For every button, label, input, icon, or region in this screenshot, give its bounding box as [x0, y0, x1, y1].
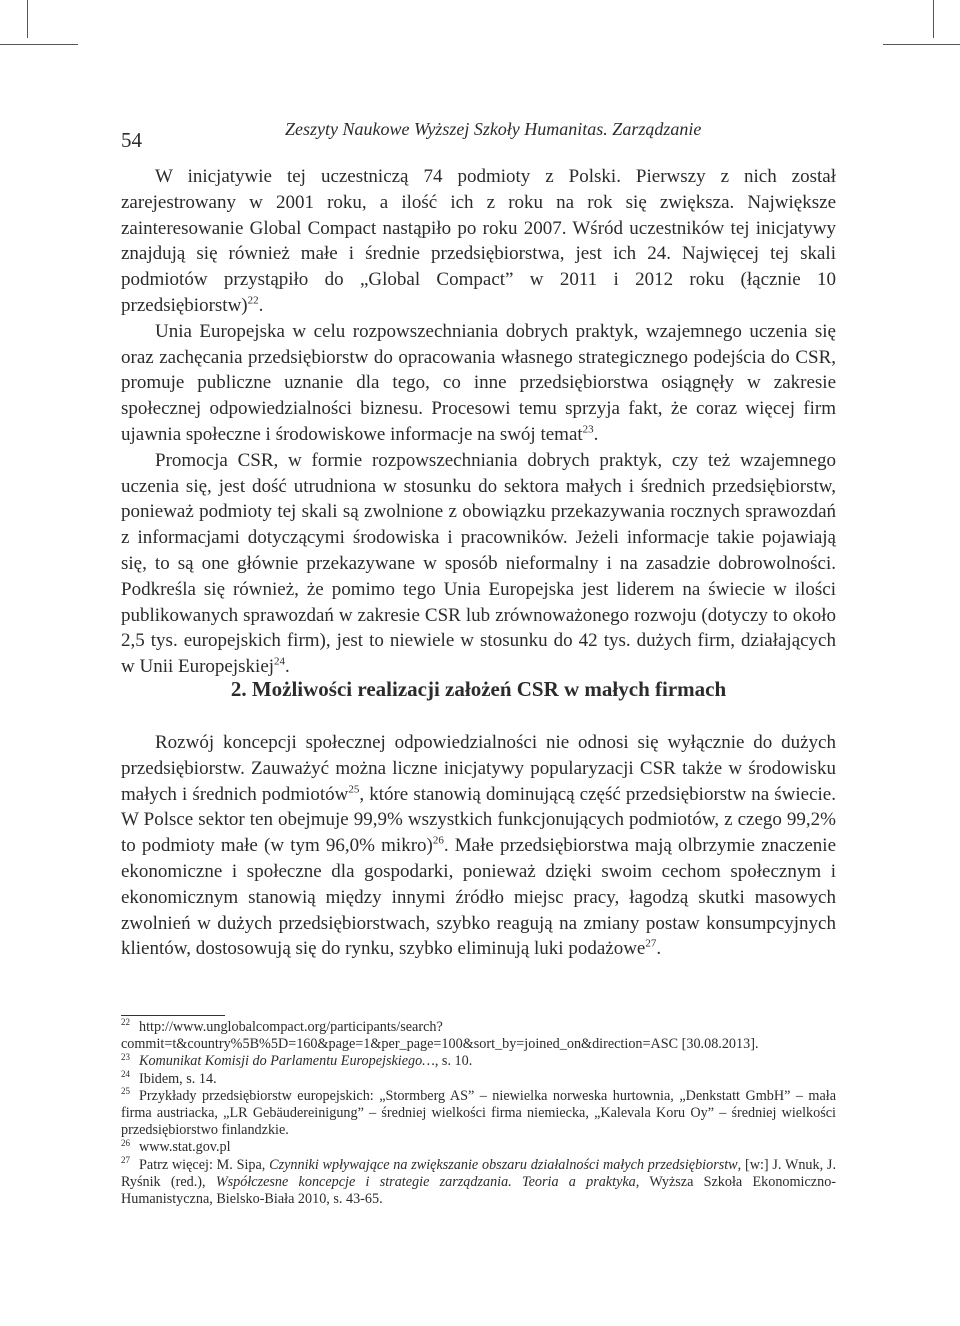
footnote-ref[interactable]: 24 [274, 655, 286, 668]
page-number: 54 [121, 128, 142, 152]
paragraph: Promocja CSR, w formie rozpowszechniania dobrych praktyk, czy też wzajemnego uczenia się, jest dość utrudniona w stosunku do sektora małych i średnich przedsiębiorstw, ponieważ podmioty tej skali są zwolnione z obowiązku przekazywania rocznych sprawozdań z informacjami dotyczącymi środowiska i pracowników. Jeżeli informacje takie pojawiają się, to są one głównie przekazywane w sposób nieformalny i na zasadzie dobrowolności. Podkreśla się również, że pomimo tego Unia Europejska jest liderem na świecie w ilości publikowanych sprawozdań w zakresie CSR lub zrównoważonego rozwoju (dotyczy to około 2,5 tys. europejskich firm), jest to niewiele w stosunku do 42 tys. dużych firm, działających w Unii Europejskiej$^{24}$. [121, 449, 836, 678]
main-text [121, 164, 836, 680]
paragraph: Unia Europejska w celu rozpowszechniania dobrych praktyk, wzajemnego uczenia się oraz zachęcania przedsiębiorstw do opracowania własnego strategicznego podejścia do CSR, promuje publiczne uznanie dla tego, co inne przedsiębiorstwa osiągnęły w zakresie społecznej odpowiedzialności biznesu. Procesowi temu sprzyja fakt, że coraz więcej firm ujawnia społeczne i środowiskowe informacje na swój temat$^{23}$. [121, 320, 836, 445]
crop-mark-top-right [883, 44, 960, 45]
section-heading: 2. Możliwości realizacji założeń CSR w małych firmach [230, 677, 727, 701]
crop-mark-top-right-vertical [933, 0, 934, 38]
footnote-ref[interactable]: 25 [348, 783, 360, 796]
footnote-divider [121, 1015, 225, 1016]
footnote-link[interactable]: http://www.unglobalcompact.org/participants/search?commit=t&country%5B%5D=160&page=1&per_page=100&sort_by=joined_on&direction=ASC [30.08.2013]. [121, 1019, 759, 1053]
footnotes [121, 1019, 836, 1208]
section-text [121, 730, 836, 962]
footnote-link[interactable]: www.stat.gov.pl [139, 1139, 231, 1156]
footnote-ref[interactable]: 27 [645, 938, 657, 951]
footnote: $^{22}$ http://www.unglobalcompact.org/participants/search?commit=t&country%5B%5D=160&page=1&per_page=100&sort_by=joined_on&direction=ASC [30.08.2013]. [121, 1017, 759, 1053]
crop-mark-top-left-vertical [27, 0, 28, 38]
footnote-ref[interactable]: 22 [247, 294, 259, 307]
running-header: Zeszyty Naukowe Wyższej Szkoły Humanitas. Zarządzanie [285, 119, 702, 139]
crop-mark-top-left [0, 44, 78, 45]
footnote: $^{26}$ www.stat.gov.pl [121, 1137, 231, 1156]
footnote: $^{24}$ Ibidem, s. 14. [121, 1068, 217, 1087]
footnote-ref[interactable]: 26 [432, 834, 444, 847]
paragraph: W inicjatywie tej uczestniczą 74 podmioty z Polski. Pierwszy z nich został zarejestrowany w 2001 roku, a ilość ich z roku na rok się zwiększa. Największe zainteresowanie Global Compact nastąpiło po roku 2007. Wśród uczestników tej inicjatywy znajdują się również małe i średnie przedsiębiorstwa, jest ich 24. Najwięcej tej skali podmiotów przystąpiło do „Global Compact” w 2011 i 2012 roku (łącznie 10 przedsiębiorstw)$^{22}$. [121, 166, 836, 316]
footnote: $^{25}$ Przykłady przedsiębiorstw europejskich: „Stormberg AS” – niewielka norweska hurtownia, „Denkstatt GmbH” – mała firma austriacka, „LR Gebäudereinigung” – średniej wielkości firma niemiecka, „Kalevala Koru Oy” – średniej wielkości przedsiębiorstwo finlandzkie. [121, 1086, 836, 1139]
footnote: $^{23}$ Komunikat Komisji do Parlamentu Europejskiego…, s. 10. [121, 1051, 473, 1070]
footnote: $^{27}$ Patrz więcej: M. Sipa, Czynniki wpływające na zwiększanie obszaru działalności małych przedsiębiorstw, [w:] J. Wnuk, J. Ryśnik (red.), Współczesne koncepcje i strategie zarządzania. Teoria a praktyka, Wyższa Szkoła Ekonomiczno-Humanistyczna, Bielsko-Biała 2010, s. 43-65. [121, 1154, 837, 1208]
footnote-ref[interactable]: 23 [582, 423, 594, 436]
paragraph: Rozwój koncepcji społecznej odpowiedzialności nie odnosi się wyłącznie do dużych przedsiębiorstw. Zauważyć można liczne inicjatywy popularyzacji CSR także w środowisku małych i średnich podmiotów$^{25}$, które stanowią dominującą część przedsiębiorstw na świecie. W Polsce sektor ten obejmuje 99,9% wszystkich funkcjonujących podmiotów, z czego 99,2% to podmioty małe (w tym 96,0% mikro)$^{26}$. Małe przedsiębiorstwa mają olbrzymie znaczenie ekonomiczne i społeczne dla gospodarki, ponieważ dzięki swoim cechom społecznym i ekonomicznym stanowią między innymi źródło miejsc pracy, łagodzą skutki masowych zwolnień w dużych przedsiębiorstwach, szybko reagują na zmiany postaw konsumpcyjnych klientów, dostosowują się do rynku, szybko eliminują luki podażowe$^{27}$. [121, 732, 837, 960]
